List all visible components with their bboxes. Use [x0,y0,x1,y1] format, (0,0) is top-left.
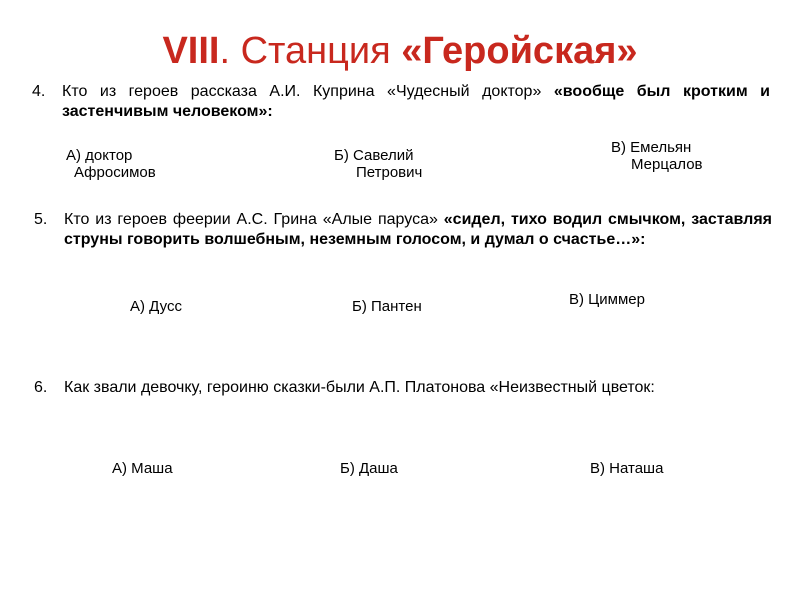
option-line: Б) Савелий [334,147,414,164]
option-line: Б) Даша [340,460,398,477]
answer-option-c [569,291,645,308]
option-line: В) Емельян [611,139,692,156]
title-roman: VIII [162,30,220,72]
answer-option-b [352,298,422,315]
slide-title [0,28,800,74]
question-number: 5. [34,211,48,228]
answer-option-b [340,460,398,477]
question-number: 6. [34,379,48,396]
answer-option-a [130,298,182,315]
option-line: А) Маша [112,460,173,477]
answer-option-c [590,460,663,477]
question-4 [32,82,771,122]
option-line: А) Дусс [130,298,182,315]
question-6 [34,378,772,398]
option-line: В) Циммер [569,291,645,308]
title-station: . Станция [219,30,402,72]
option-line: Петрович [356,164,423,181]
question-text: Как звали девочку, героиню сказки-были А.П. Платонова «Неизвестный цветок: [64,379,655,396]
question-5 [34,210,772,250]
question-quote: «сидел, тихо водил смычком, заставляя струны говорить волшебным, неземным голосом, и думал о счастье…»: [64,211,772,248]
option-line: Афросимов [74,164,156,181]
title-station-name: «Геройская» [401,30,638,72]
question-quote: «вообще был кротким и застенчивым человеком»: [62,83,771,120]
answer-option-a [112,460,173,477]
answer-option-b [334,147,422,181]
answer-option-a [66,147,156,181]
question-text: Кто из героев рассказа А.И. Куприна «Чудесный доктор» [62,83,554,100]
option-line: Б) Пантен [352,298,422,315]
question-number: 4. [32,83,46,100]
option-line: Мерцалов [631,156,703,173]
question-text: Кто из героев феерии А.С. Грина «Алые паруса» [64,211,444,228]
option-line: А) доктор [66,147,133,164]
option-line: В) Наташа [590,460,664,477]
answer-option-c [611,139,703,173]
